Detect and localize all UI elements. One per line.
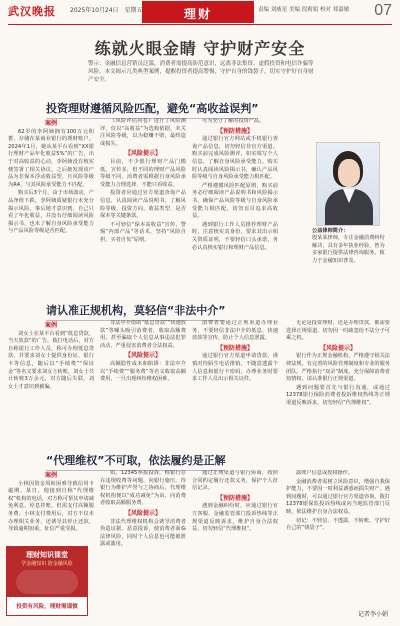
- lawyer-photo: [316, 142, 380, 226]
- body-paragraph: 刘女士在某平台看到“低息贷款，当天放款”的广告，拨打电话后，对方自称银行工作人员，称可办理低息贷款，并要求刘女士提供身份证、银行卡等信息，随后以“手续费”“保证金”等名义要求刘女士转账，刘女士共计转账3万余元，对方随后失联，刘女士才意识到被骗。: [8, 330, 94, 390]
- header-rule: [8, 24, 392, 25]
- lawyer-caption-text: 殷某某律师，专注金融消费纠纷解决，具有多年执业经验，曾为多家银行提供法律咨询服务，致力于金融知识普及。: [312, 235, 385, 264]
- body-paragraph: 不可轻信“保本高收益”宣传，警惕“内部产品”等话术，坚持“风险自担，买者自负”原则。: [100, 221, 186, 243]
- subhead-label: 【风险提示】: [124, 352, 161, 360]
- article-lead: 警示：金融信息营销员泛滥，消费者需提高防范意识，远离非法集资、虚假投资和电信诈骗等风险。本文揭示几类典型案例，提醒投资者提高警惕，守护自身的钱袋子，切实守护好自身财产安全。: [88, 61, 314, 83]
- page-number: 07: [374, 2, 392, 19]
- subhead-label: 【风险提示】: [124, 150, 161, 158]
- section2-column1: [8, 320, 94, 446]
- body-paragraph: 严格遵循风险匹配原则，购买前务必仔细阅读产品说明书和风险揭示书，确保产品风险等级与自身风险承受能力相匹配，切勿盲目追求高收益。: [192, 182, 278, 220]
- promo-ad: [6, 546, 88, 616]
- body-paragraph: 遇到银行工作人员推荐理财产品时，注意核实其身份，要求其出示相关资质证明，不要轻信口头承诺，务必认真核实银行和理财产品信息。: [192, 221, 278, 251]
- subhead-label: 【预防措施】: [216, 127, 253, 135]
- body-paragraph: 消费者要通过正规渠道办理业务，不要轻信非法中介的低息、快速放款等宣传，防止个人信息泄露。: [192, 320, 278, 342]
- subhead-label: 【风险提示】: [319, 344, 356, 352]
- body-paragraph: 62岁的李阿姨拥有100万元积蓄，存储在某商业银行的理财账户。2024年1月，她从某平台看到“XX银行理财产品年化收益5%”的广告，出于对高收益的心动，李阿姨没有核实便签署了相关协议。之后她发现该产品为非保本浮动收益型，且风险等级为R4，与其风险承受能力不匹配。: [8, 128, 94, 188]
- body-paragraph: 通过正规渠道与银行协商，按照合同约定履行还款义务，保护个人征信记录。: [192, 470, 278, 492]
- subhead-label: 案例: [44, 322, 57, 329]
- section2-column3: [192, 320, 278, 446]
- body-paragraph: 通过银行官方网站或手机银行查询产品信息，切勿轻信非官方渠道。购买前完成风险测评，如实填写个人信息，了解自身风险承受能力。购买时认真阅读风险揭示书，确认产品风险等级与自身风险承受能力相匹配。: [192, 136, 278, 181]
- lawyer-caption: [312, 228, 388, 265]
- subhead-label: 【预防措施】: [216, 344, 253, 352]
- section-title-3: “代理维权”不可取，依法履约是正解: [46, 452, 225, 471]
- ad-subtitle: 学金融知识 防金融风险: [21, 561, 73, 567]
- body-paragraph: 小林因资金周转困难导致信用卡逾期。某日，他接到自称“代理维权”机构的电话，对方称可帮其申请减免利息、停息挂账，但需支付高额服务费。小林支付费用后，对方不仅未办理相关业务，还诱导其停止还款，导致逾期加重，征信严重受损。: [8, 480, 94, 533]
- ad-title: 理财知识课堂: [26, 551, 68, 559]
- editors-line: 责编 刘威星 美编 段莉娟 校对 郑嘉敏: [258, 7, 350, 13]
- body-paragraph: 切记：不轻信、不透露、不转账，守护好自己的“钱袋子”。: [286, 517, 390, 532]
- body-paragraph: 遇到问题要首先与银行沟通，或通过12378银行保险消费者投诉维权热线等正规渠道反映诉求，切勿轻信“代理维权”。: [286, 384, 390, 406]
- section1-column1: [8, 118, 94, 296]
- subhead-label: 【风险提示】: [124, 509, 161, 517]
- body-paragraph: 购买后3个月，由于市场波动，产品净值下跌，李阿姨质疑银行未充分揭示风险。事后她才意识到，自己只看了年化收益，并没有仔细阅读风险揭示书，也未了解自身风险承受能力与产品风险等级是否匹配。: [8, 190, 94, 235]
- body-paragraph: 《风险评估问卷》进行了风险测评，仅以“高收益”为选购依据，未关注风险等级，以为稳赚不赔，最终造成损失。: [100, 118, 186, 147]
- section3-column2: [100, 470, 186, 612]
- reporter-byline: 记者李小娟: [357, 611, 388, 618]
- right-column-2: [286, 470, 390, 604]
- ad-banner-text: 投资有风险，理财需谨慎: [16, 604, 78, 610]
- ad-banner: [6, 596, 88, 616]
- article-title: 练就火眼金睛 守护财产安全: [94, 39, 306, 58]
- body-paragraph: 银行作为正规金融机构，严格遵守相关法律法规，有完善的风险管理制度和专业的服务团队。严格执行“双录”制度，充分保障消费者知情权，请认准银行正规渠道。: [286, 353, 390, 383]
- section2-column2: [100, 320, 186, 446]
- subhead-label: 案例: [44, 120, 57, 127]
- section-banner: [142, 1, 254, 23]
- body-paragraph: 无论是投资理财，还是办理贷款，都需要选择正规渠道，切勿因一时疏忽给不法分子可乘之机。: [286, 320, 390, 342]
- newspaper-logo: 武汉晚报: [8, 5, 56, 18]
- page-header: [0, 0, 400, 24]
- ad-decoration: [16, 570, 78, 594]
- section-name: 理财: [183, 7, 212, 21]
- section-title-2: 请认准正规机构，莫轻信“非法中介”: [46, 302, 225, 321]
- body-paragraph: 如，12345举报投诉，称银行存在违规收费等问题，向银行施压。待银行为维护声誉与之协商后，代理维权机构便以“成功减免”为由，向消费者收取高额服务费。: [100, 470, 186, 507]
- body-paragraph: 非法代理维权机构会诱导消费者伪造证据、恶意投诉，使消费者面临法律风险，同时个人信息也可能被泄露或滥用。: [100, 518, 186, 548]
- section1-column3: [192, 118, 278, 296]
- body-paragraph: 高额隐性成本和陷阱：非法中介以“手续费”“服务费”等名义收取高额费用，一旦出现纠纷维权困难。: [100, 360, 186, 383]
- lawyer-caption-title: 公益律师简介：: [312, 228, 349, 234]
- section3-column1: [8, 470, 94, 540]
- body-paragraph: 遇到金融纠纷时，应通过银行官方客服、金融监管部门投诉热线等正规渠道反映诉求，维护自身合法权益，切勿轻信“代理维权”。: [192, 503, 278, 533]
- right-column-1: [286, 320, 390, 446]
- body-paragraph: 非法中介借助“低息贷款”“快速放款”等噱头吸引消费者，收取高额费用，甚至骗取个人信息从事违法犯罪活动，严重侵害消费者合法权益。: [100, 320, 186, 349]
- issue-date: [70, 5, 146, 14]
- section-title-1: 投资理财遵循风险匹配，避免“高收益误判”: [46, 100, 258, 119]
- body-paragraph: 金融消费者需树立风险意识，增强自我保护能力，不要因一时利益诱惑而损失财产。遇到问题时，可以通过银行官方渠道咨询，拨打12378银保监投诉热线或向当地监管部门反映，依法维护自身合法权益。: [286, 478, 390, 515]
- weekday-text: 星期五: [124, 7, 143, 14]
- body-paragraph: 目前，不少银行理财产品门槛低、宣传多，但不同的理财产品风险等级不同，消费者需根据自身风险承受能力合理选择，不能只看收益。: [100, 158, 186, 188]
- date-text: 2025年10月24日: [70, 7, 119, 14]
- body-paragraph: 露账户信息或授权操作。: [296, 470, 354, 476]
- body-paragraph: 可为充分了解的投资产品。: [202, 118, 265, 124]
- subhead-label: 【预防措施】: [216, 494, 253, 502]
- section3-column3: [192, 470, 278, 612]
- body-paragraph: 投资者应通过官方渠道查询产品信息，认真阅读产品说明书，了解风险等级、投资方向、收益类型、是否保本等关键条款。: [100, 190, 186, 220]
- section1-column2: [100, 118, 186, 296]
- body-paragraph: 通过银行官方渠道申请贷款，谨慎对待陌生电话推销，不随意透露个人信息和银行卡密码，办理业务时要求工作人员出示相关证件。: [192, 353, 278, 383]
- subhead-label: 案例: [44, 472, 57, 479]
